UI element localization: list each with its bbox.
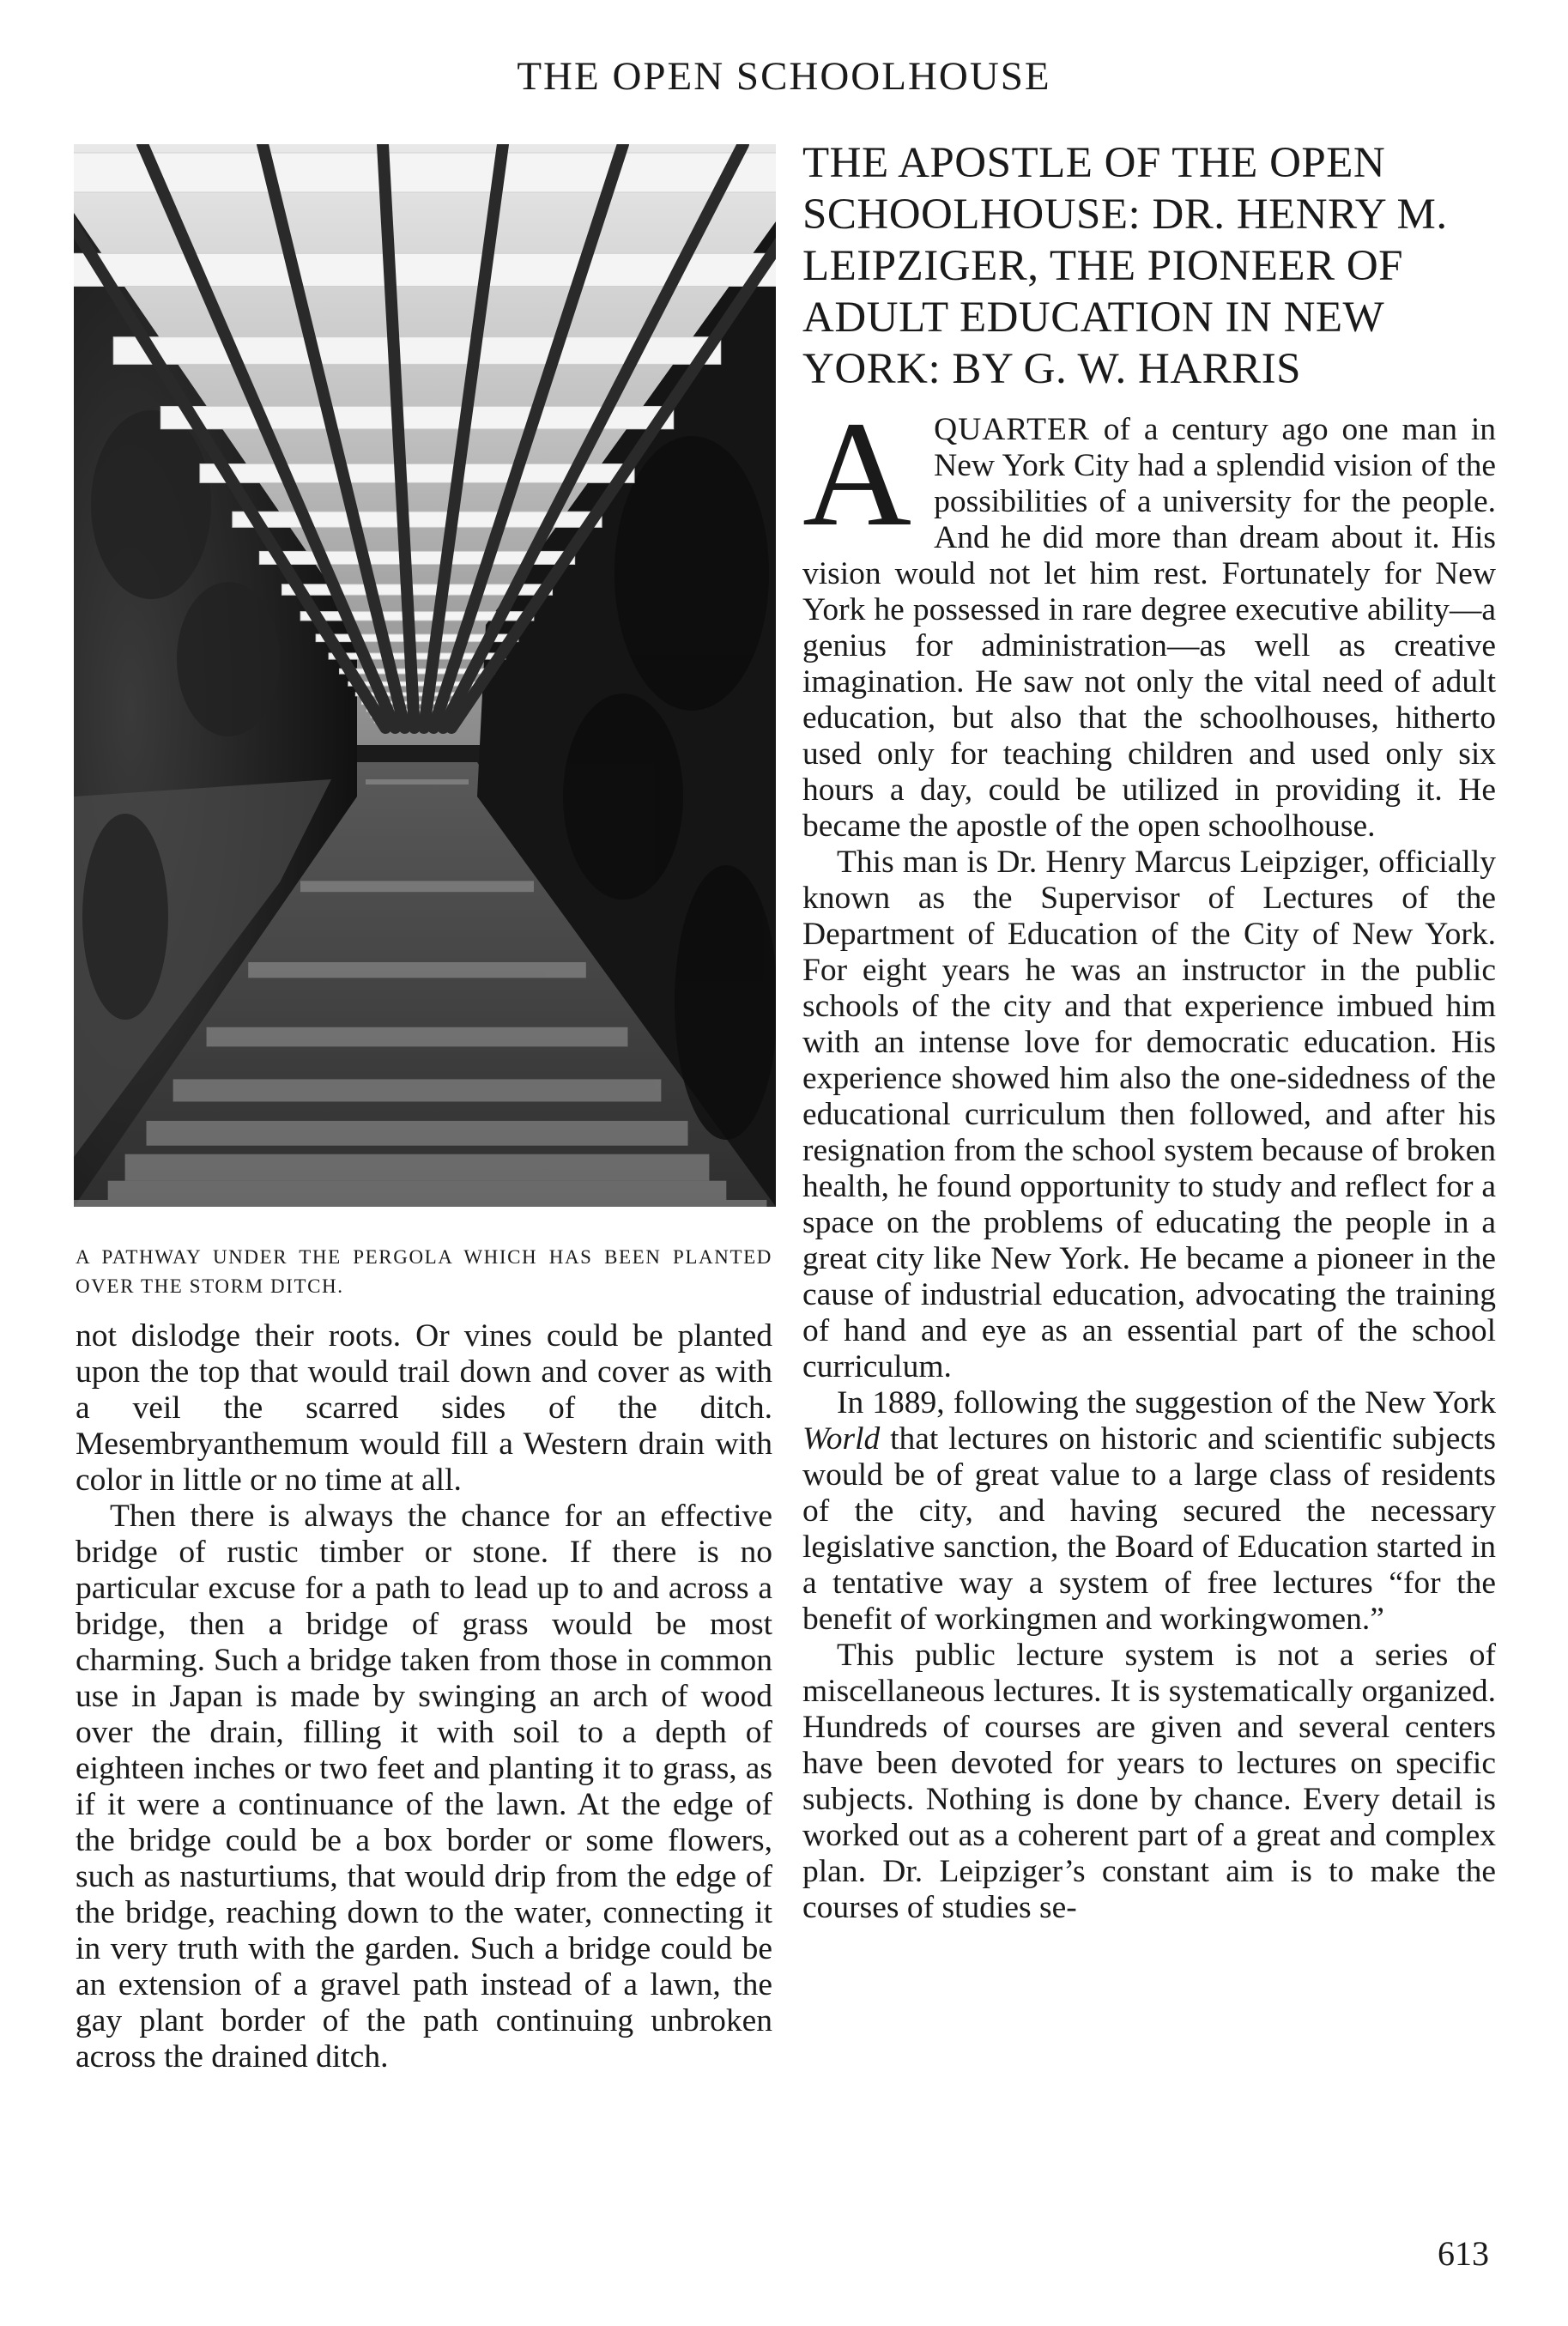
paragraph-3-italic: World [802,1421,881,1457]
article-paragraph-2: This man is Dr. Henry Marcus Leipziger, officially known as the Supervisor of Lectures of the Department of Education of the City of New York. For eight years he was an instructor in the public schools of the city and that experience imbued him with an intense love for democratic education. His experience showed him also the one-sidedness of the educational curriculum then followed, and after his resignation from the school system because of broken health, he found opportunity to study and reflect for a space on the problems of educating the people in a great city like New York. He became a pioneer in the cause of industrial education, advocating the training of hand and eye as an essential part of the school curriculum. [802,845,1496,1384]
paragraph-3-after: that lectures on historic and scientific subjects would be of great value to a large class of residents of the city, and having secured the necessary legislative sanction, the Board of Education started in a tentative way a system of free lectures “for the benefit of workingmen and workingwomen.” [802,1421,1496,1637]
light-stripe [300,881,534,892]
pergola-photo-drawing [74,144,776,1207]
paragraph-1-rest: of a century ago one man in New York City had a splendid vision of the possibilities of a university for the people. And he did more than dream about it. His vision would not let him rest. Fortunately for New York he possessed in rare degree executive ability—a genius for administration—as well as creative imagination. He saw not only the vital need of adult education, but also that the schoolhouses, hitherto used only for teaching children and used only six hours a day, could be utilized in providing it. He became the apostle of the open schoolhouse. [802,412,1496,844]
right-column [802,137,1496,1926]
page-number: 613 [1438,2234,1489,2273]
light-stripe [173,1079,662,1101]
article-paragraph-1 [802,391,1496,845]
light-stripe [248,962,586,978]
pergola-pathway-photo [74,144,776,1207]
article-paragraph-4: This public lecture system is not a series of miscellaneous lectures. It is systematically organized. Hundreds of courses are given and several centers have been devoted for years to lectures on specific subjects. Nothing is done by chance. Every detail is worked out as a coherent part of a great and complex plan. Dr. Leipziger’s constant aim is to make the courses of studies se- [802,1638,1496,1925]
light-stripe [207,1027,628,1047]
left-paragraph-2: Then there is always the chance for an effective bridge of rustic timber or stone. If there is no particular excuse for a path to lead up to and across a bridge, then a bridge of grass would be most charming. Such a bridge taken from those in common use in Japan is made by swinging an arch of wood over the drain, filling it with soil to a depth of eighteen inches or two feet and planting it to grass, as if it were a continuance of the lawn. At the edge of the bridge could be a box border or some flowers, such as nasturtiums, that would drip from the edge of the bridge, reaching down to the water, connecting it in very truth with the garden. Such a bridge could be an extension of a gravel path instead of a lawn, the gay plant border of the path continuing unbroken across the drained ditch. [76,1499,772,2075]
article-paragraph-3 [802,1385,1496,1638]
photo-caption: A PATHWAY UNDER THE PERGOLA WHICH HAS BEEN PLANTED OVER THE STORM DITCH. [76,1246,772,1297]
drop-cap: A [802,391,912,558]
paragraph-3-before: In 1889, following the suggestion of the New York [837,1385,1496,1420]
article-title: THE APOSTLE OF THE OPEN SCHOOLHOUSE: DR. HENRY M. LEIPZIGER, THE PIONEER OF ADULT EDUCATION IN NEW YORK: BY G. W. HARRIS [802,139,1448,393]
light-stripe [366,779,469,784]
left-column [76,1318,772,2075]
left-paragraph-1: not dislodge their roots. Or vines could be planted upon the top that would trail down and cover as with a veil the scarred sides of the ditch. Mesembryanthemum would fill a Western drain with color in little or no time at all. [76,1318,772,1498]
article-body [802,391,1496,1926]
pergola-beam [74,153,776,192]
light-stripe [125,1154,710,1181]
light-stripe [74,1200,766,1207]
running-head: THE OPEN SCHOOLHOUSE [517,54,1051,99]
first-run: QUARTER [934,412,1090,447]
light-stripe [147,1121,688,1146]
